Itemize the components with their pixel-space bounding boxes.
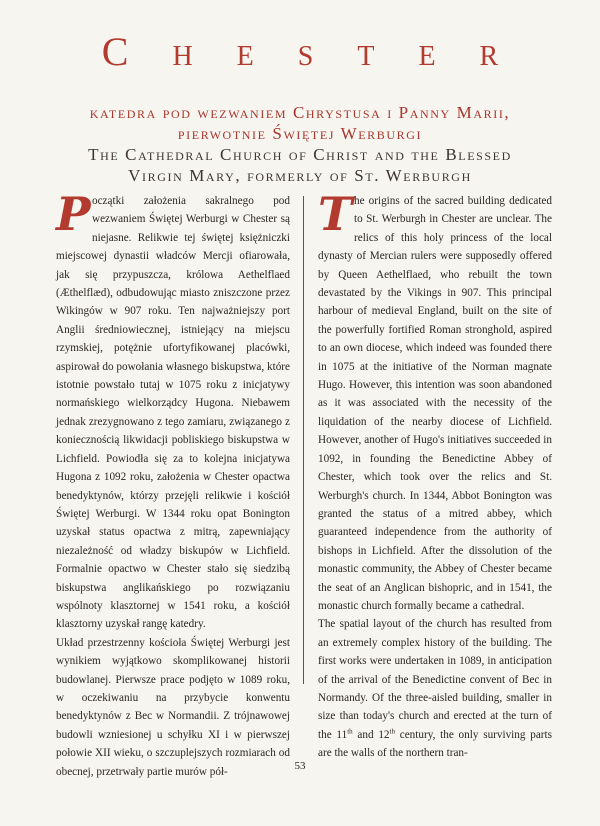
subtitle-polish: [20, 102, 580, 144]
subtitle-english-line-1: The Cathedral Church of Christ and the Blessed: [88, 145, 512, 164]
dropcap-polish: P: [56, 187, 91, 241]
subtitle-polish-line-2: pierwotnie Świętej Werburgi: [177, 124, 423, 143]
dropcap-english: T: [318, 187, 353, 241]
page-title: Chester: [101, 29, 543, 74]
page-number: 53: [294, 760, 306, 772]
english-text-column: [318, 187, 552, 763]
english-paragraph-2-start: The spatial layout of the church has resulted from an extremely complex history of the building. The first works were undertaken in 1089, in anticipation of the arrival of the Benedictine convent of Bec in Normandy. Of the three-aisled building, smaller in size than today's church and erected at the turn of the 11: [318, 618, 552, 741]
subtitle-english-line-2: Virgin Mary, formerly of St. Werburgh: [128, 166, 472, 185]
english-paragraph-2-mid: and 12: [352, 728, 390, 741]
english-paragraph-2-end: century, the only surviving parts are the walls of the northern tran-: [318, 728, 552, 760]
superscript-th-1: th: [347, 727, 353, 736]
polish-paragraph-2: Układ przestrzenny kościoła Świętej Werburgi jest wynikiem wyjątkowo skomplikowanej historii budowlanej. Pierwsze prace podjęto w 1089 roku, w oczekiwaniu na przybycie konwentu benedyktynów z Bec w Normandii. Z trójnawowej budowli wzniesionej u schyłku XI i w pierwszej połowie XII wieku, o szczuplejszych rozmiarach od obecnej, przetrwały partie murów pół-: [56, 636, 290, 778]
english-paragraph-1: he origins of the sacred building dedicated to St. Werburgh in Chester are unclear. The relics of this holy princess of the local dynasty of Mercian rulers were supposedly offered by Queen Aethelflaed, who rebuilt the town devastated by the Vikings in 907. This principal harbour of medieval England, built on the site of the powerfully fortified Roman stronghold, aspired to an own diocese, which indeed was founded there in 1075 at the initiative of the Norman magnate Hugo. However, this intention was soon abandoned as it was associated with the necessity of the liquidation of the nearby diocese of Lichfield. However, another of Hugo's initiatives succeeded in 1092, in founding the Benedictine Abbey of Chester, which took over the relics and St. Werburgh's church. In 1344, Abbot Bonington was granted the status of a mitred abbey, which guaranteed independence from the authority of bishops in Lichfield. After the dissolution of the monastic community, the Abbey of Chester became the seat of an Anglican bishopric, and in 1541, the monastic church formally became a cathedral.: [318, 195, 552, 612]
subtitle-polish-line-1: katedra pod wezwaniem Chrystusa i Panny Marii,: [89, 103, 511, 122]
english-paragraph-2: [318, 615, 552, 762]
column-divider: [303, 196, 304, 684]
polish-paragraph-1: oczątki założenia sakralnego pod wezwaniem Świętej Werburgi w Chester są niejasne. Relikwie tej świętej księżniczki miejscowej dynastii władców Mercji ofiarowała, jak się przypuszcza, królowa Aethelflaed (Æthelflæd), odbudowując miasto zniszczone przez Wikingów w 907 roku. Ten najważniejszy port Anglii średniowiecznej, istniejący na miejscu rzymskiej, potężnie ufortyfikowanej placówki, aspirował do powołania własnego biskupstwa, które istotnie powstało tutaj w 1075 roku z inicjatywy normańskiego wielkorządcy Hugona. Niebawem jednak zrezygnowano z tego zamiaru, związanego z koniecznością likwidacji pobliskiego biskupstwa w Lichfield. Powiodła się za to kolejna inicjatywa Hugona z 1092 roku, założenia w Chester opactwa benedyktynów, którzy przejęli relikwie i kościół Świętej Werburgi. W 1344 roku opat Bonington uzyskał status opactwa z mitrą, zapewniający niezależność od władzy biskupów w Lichfield. Formalnie opactwo w Chester stało się siedzibą biskupstwa anglikańskiego po rozwiązaniu wspólnoty klasztornej w 1541 roku, a kościół klasztorny uzyskał rangę katedry.: [56, 195, 290, 631]
superscript-th-2: th: [389, 727, 395, 736]
polish-text-column: [56, 187, 290, 781]
subtitle-english: [20, 144, 580, 186]
